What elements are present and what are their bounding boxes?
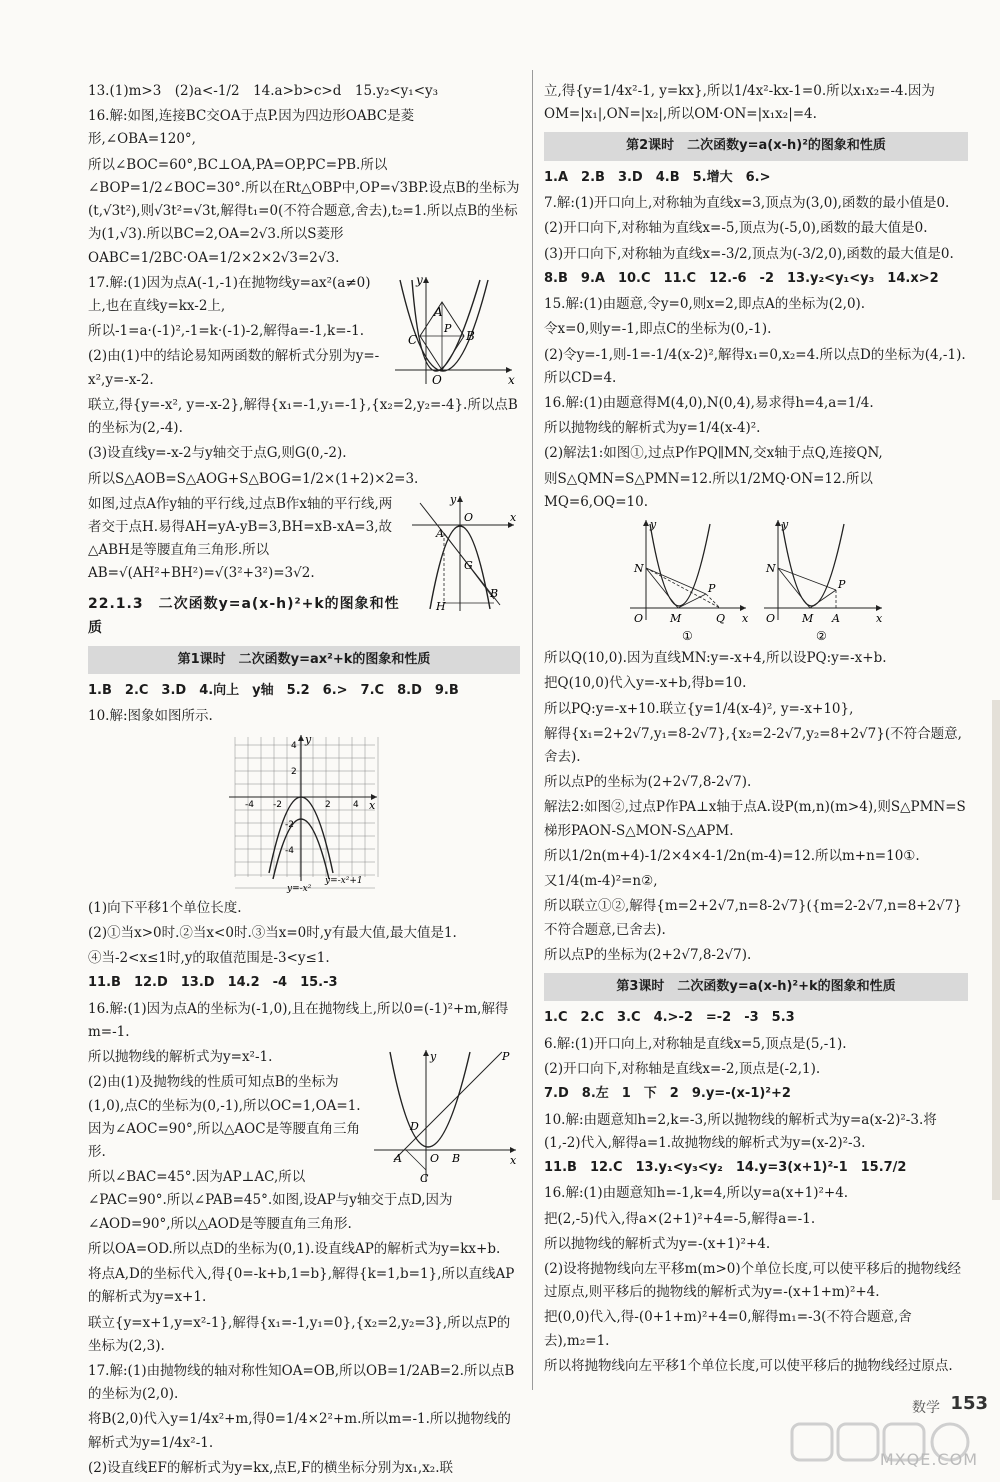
svg-text:O: O: [432, 372, 442, 387]
svg-text:x: x: [510, 1154, 517, 1168]
svg-text:O: O: [464, 510, 474, 524]
figure-parabola-line-triangle: [410, 493, 520, 613]
svg-text:y: y: [430, 1050, 437, 1064]
svg-text:M: M: [802, 612, 814, 626]
text-paragraph: 所以1/2n(m+4)-1/2×4×4-1/2n(m-4)=12.所以m+n=10①.: [544, 847, 920, 864]
text-paragraph: 10.解:图象如图所示.: [88, 708, 213, 725]
text-paragraph: 将点A,D的坐标代入,得{0=-k+b,1=b},解得{k=1,b=1},所以直线AP的解析式为y=x+1.: [88, 1266, 515, 1306]
text-paragraph: (2)由(1)中的结论易知两函数的解析式分别为y=-x²,y=-x-2.: [88, 348, 380, 388]
text-paragraph: 所以S△AOB=S△AOG+S△BOG=1/2×(1+2)×2=3.: [88, 470, 419, 487]
svg-text:A: A: [436, 526, 444, 540]
text-paragraph: 所以抛物线的解析式为y=1/4(x-4)².: [544, 420, 761, 437]
fig3-ylabel: y: [305, 732, 312, 746]
text-paragraph: 16.解:如图,连接BC交OA于点P.因为四边形OABC是菱形,∠OBA=120°,: [88, 108, 415, 148]
fig3-ytick: -2: [285, 819, 294, 830]
page-number: 153: [950, 1393, 988, 1414]
svg-text:x: x: [876, 612, 883, 626]
answer-line: 1.C 2.C 3.C 4.>-2 =-2 -3 5.3: [544, 1010, 795, 1026]
text-paragraph: 6.解:(1)开口向上,对称轴是直线x=5,顶点是(5,-1).: [544, 1035, 847, 1052]
fig3-ytick: 4: [291, 740, 297, 751]
text-paragraph: 7.解:(1)开口向上,对称轴为直线x=3,顶点为(3,0),函数的最小值是0.: [544, 195, 950, 212]
text-paragraph: 16.解:(1)由题意知h=-1,k=4,所以y=a(x+1)²+4.: [544, 1185, 849, 1202]
svg-text:y: y: [782, 518, 789, 532]
svg-text:G: G: [464, 558, 473, 572]
text-paragraph: 17.解:(1)由抛物线的轴对称性知OA=OB,所以OB=1/2AB=2.所以点B的坐标为(2,0).: [88, 1362, 515, 1403]
svg-text:D: D: [410, 1120, 419, 1134]
text-paragraph: 13.(1)m>3 (2)a<-1/2 14.a>b>c>d 15.y₂<y₁<y₃: [88, 83, 439, 99]
text-paragraph: 所以-1=a·(-1)²,-1=k·(-1)-2,解得a=-1,k=-1.: [88, 323, 364, 340]
text-paragraph: 16.解:(1)因为点A的坐标为(-1,0),且在抛物线上,所以0=(-1)²+m,解得m=-1.: [88, 1000, 509, 1040]
svg-text:O: O: [430, 1152, 440, 1166]
text-paragraph: 将B(2,0)代入y=1/4x²+m,得0=1/4×2²+m.所以m=-1.所以抛物线的解析式为y=1/4x²-1.: [88, 1411, 511, 1451]
figure-rhombus-parabola: [390, 272, 520, 392]
text-paragraph: 解得{x₁=2+2√7,y₁=8-2√7},{x₂=2-2√7,y₂=8+2√7}(不符合题意,舍去).: [544, 725, 962, 766]
text-paragraph: 16.解:(1)由题意得M(4,0),N(0,4),易求得h=4,a=1/4.: [544, 395, 874, 412]
text-paragraph: (2)设将抛物线向左平移m(m>0)个单位长度,可以使平移后的抛物线经过原点,则平移后的抛物线的解析式为y=-(x+1+m)²+4.: [544, 1260, 961, 1301]
figure-two-parabola-diagrams: [626, 518, 886, 643]
text-paragraph: (2)由(1)及抛物线的性质可知点B的坐标为(1,0),点C的坐标为(0,-1),所以OC=1,OA=1.因为∠AOC=90°,所以△AOC是等腰直角三角形.: [88, 1074, 361, 1161]
fig3-ytick: -4: [285, 845, 294, 856]
text-paragraph: 所以∠BOC=60°,BC⊥OA,PA=OP,PC=PB.所以∠BOP=1/2∠BOC=30°.所以在Rt△OBP中,OP=√3BP.设点B的坐标为(t,√3t²),则√3t²=√3t,解得t₁=0(不符合题意,舍去),t₂=1.所以点B的坐标为(1,√3).所以BC=2,OA=2√3.所以S菱形OABC=1/2BC·OA=1/2×2×2√3=2√3.: [88, 156, 520, 266]
svg-text:A: A: [832, 612, 840, 626]
fig3-xlabel: x: [369, 798, 376, 812]
page-edge: [992, 700, 1000, 1200]
text-paragraph: (3)设直线y=-x-2与y轴交于点G,则G(0,-2).: [88, 445, 347, 462]
answer-line: 7.D 8.左 1 下 2 9.y=-(x-1)²+2: [544, 1086, 791, 1102]
svg-text:Q: Q: [716, 612, 726, 626]
svg-text:x: x: [510, 510, 517, 524]
answer-line: 8.B 9.A 10.C 11.C 12.-6 -2 13.y₂<y₁<y₃ 14.x>2: [544, 270, 939, 286]
text-paragraph: 所以点P的坐标为(2+2√7,8-2√7).: [544, 774, 752, 791]
footer-subject: 数学: [912, 1400, 940, 1416]
text-paragraph: 把Q(10,0)代入y=-x+b,得b=10.: [544, 675, 747, 692]
text-paragraph: 令x=0,则y=-1,即点C的坐标为(0,-1).: [544, 321, 772, 338]
text-paragraph: 解法2:如图②,过点P作PA⊥x轴于点A.设P(m,n)(m>4),则S△PMN=S梯形PAON-S△MON-S△APM.: [544, 799, 966, 839]
column-divider: [532, 70, 533, 1390]
lesson-heading: 第2课时 二次函数y=a(x-h)²的图象和性质: [544, 132, 968, 160]
text-paragraph: (2)解法1:如图①,过点P作PQ∥MN,交x轴于点Q,连接QN,: [544, 445, 883, 462]
fig5-caption: ②: [816, 629, 827, 644]
svg-text:P: P: [838, 578, 846, 592]
svg-text:M: M: [670, 612, 682, 626]
svg-text:C: C: [408, 332, 418, 347]
svg-text:B: B: [490, 586, 499, 600]
figure-parabola-line-ap: [370, 1046, 520, 1186]
answer-line: 11.B 12.D 13.D 14.2 -4 15.-3: [88, 975, 338, 991]
svg-text:A: A: [434, 304, 443, 319]
text-paragraph: 把(0,0)代入,得-(0+1+m)²+4=0,解得m₁=-3(不符合题意,舍去),m₂=1.: [544, 1309, 912, 1349]
figure-grid-parabolas: [229, 733, 379, 893]
svg-text:H: H: [436, 599, 446, 613]
text-paragraph: 又1/4(m-4)²=n②,: [544, 873, 658, 890]
watermark-text: MXQE.COM: [879, 1450, 978, 1469]
text-paragraph: (2)①当x>0时.②当x<0时.③当x=0时,y有最大值,最大值是1.: [88, 924, 457, 941]
lesson-heading: 第3课时 二次函数y=a(x-h)²+k的图象和性质: [544, 973, 968, 1001]
text-paragraph: 所以点P的坐标为(2+2√7,8-2√7).: [544, 946, 752, 963]
answer-line: 11.B 12.C 13.y₁<y₃<y₂ 14.y=3(x+1)²-1 15.7/2: [544, 1159, 907, 1175]
svg-text:C: C: [420, 1172, 429, 1186]
answer-line: 1.A 2.B 3.D 4.B 5.增大 6.>: [544, 169, 771, 185]
svg-text:P: P: [444, 321, 452, 335]
text-paragraph: 立,得{y=1/4x²-1, y=kx},所以1/4x²-kx-1=0.所以x₁x₂=-4.因为OM=|x₁|,ON=|x₂|,所以OM·ON=|x₁x₂|=4.: [544, 83, 935, 123]
text-paragraph: (1)向下平移1个单位长度.: [88, 899, 242, 916]
svg-text:N: N: [634, 562, 644, 576]
lesson-heading: 第1课时 二次函数y=ax²+k的图象和性质: [88, 646, 520, 674]
svg-text:O: O: [634, 612, 644, 626]
text-paragraph: 所以PQ:y=-x+10.联立{y=1/4(x-4)², y=-x+10},: [544, 700, 854, 717]
text-paragraph: 联立,得{y=-x², y=-x-2},解得{x₁=-1,y₁=-1},{x₂=2,y₂=-4}.所以点B的坐标为(2,-4).: [88, 396, 518, 437]
text-paragraph: 15.解:(1)由题意,令y=0,则x=2,即点A的坐标为(2,0).: [544, 296, 866, 313]
text-paragraph: 所以联立①②,解得{m=2+2√7,n=8-2√7}({m=2-2√7,n=8+2√7}不符合题意,已舍去).: [544, 898, 962, 938]
section-heading: 22.1.3 二次函数y=a(x-h)²+k的图象和性质: [88, 595, 400, 636]
text-paragraph: 所以将抛物线向左平移1个单位长度,可以使平移后的抛物线经过原点.: [544, 1357, 953, 1374]
svg-text:P: P: [502, 1050, 510, 1064]
text-paragraph: 把(2,-5)代入,得a×(2+1)²+4=-5,解得a=-1.: [544, 1210, 816, 1227]
text-paragraph: 所以∠BAC=45°.因为AP⊥AC,所以∠PAC=90°.所以∠PAB=45°.如图,设AP与y轴交于点D,因为∠AOD=90°,所以△AOD是等腰直角三角形.: [88, 1169, 453, 1232]
text-paragraph: 所以Q(10,0).因为直线MN:y=-x+4,所以设PQ:y=-x+b.: [544, 650, 887, 667]
svg-text:A: A: [394, 1152, 402, 1166]
text-paragraph: 17.解:(1)因为点A(-1,-1)在抛物线y=ax²(a≠0)上,也在直线y=kx-2上,: [88, 274, 371, 314]
fig3-xtick: -2: [273, 799, 282, 810]
fig3-ytick: 2: [291, 766, 297, 777]
svg-text:P: P: [708, 582, 716, 596]
text-paragraph: ④当-2<x≤1时,y的取值范围是-3<y≤1.: [88, 950, 330, 967]
left-column: [88, 80, 520, 1482]
text-paragraph: 所以抛物线的解析式为y=-(x+1)²+4.: [544, 1235, 771, 1252]
svg-text:N: N: [766, 562, 776, 576]
text-paragraph: 10.解:由题意知h=2,k=-3,所以抛物线的解析式为y=a(x-2)²-3.将(1,-2)代入,解得a=1.故抛物线的解析式为y=(x-2)²-3.: [544, 1111, 937, 1151]
text-paragraph: 则S△QMN=S△PMN=12.所以1/2MQ·ON=12.所以MQ=6,OQ=10.: [544, 470, 873, 510]
svg-text:B: B: [452, 1152, 461, 1166]
svg-text:y: y: [416, 272, 423, 287]
text-paragraph: (2)令y=-1,则-1=-1/4(x-2)²,解得x₁=0,x₂=4.所以点D的坐标为(4,-1).所以CD=4.: [544, 346, 966, 386]
text-paragraph: 所以OA=OD.所以点D的坐标为(0,1).设直线AP的解析式为y=kx+b.: [88, 1240, 501, 1257]
answer-line: 1.B 2.C 3.D 4.向上 y轴 5.2 6.> 7.C 8.D 9.B: [88, 683, 459, 699]
text-paragraph: (3)开口向下,对称轴为直线x=-3/2,顶点为(-3/2,0),函数的最大值是0.: [544, 245, 954, 262]
svg-text:x: x: [508, 372, 515, 387]
fig3-xtick: -4: [245, 799, 254, 810]
svg-text:x: x: [742, 612, 749, 626]
text-paragraph: (2)设直线EF的解析式为y=kx,点E,F的横坐标分别为x₁,x₂.联: [88, 1459, 454, 1476]
fig3-xtick: 4: [353, 799, 359, 810]
text-paragraph: 所以抛物线的解析式为y=x²-1.: [88, 1049, 273, 1066]
text-paragraph: (2)开口向下,对称轴是直线x=-2,顶点是(-2,1).: [544, 1060, 821, 1077]
svg-text:y: y: [650, 518, 657, 532]
fig3-curve-label: y=-x²+1: [325, 875, 363, 886]
fig3-xtick: 2: [325, 799, 331, 810]
fig3-curve-label: y=-x²: [287, 883, 312, 893]
svg-text:y: y: [450, 492, 457, 506]
fig5-caption: ①: [682, 629, 693, 644]
svg-text:B: B: [466, 328, 475, 343]
svg-text:O: O: [766, 612, 776, 626]
text-paragraph: 如图,过点A作y轴的平行线,过点B作x轴的平行线,两者交于点H.易得AH=yA-yB=3,BH=xB-xA=3,故△ABH是等腰直角三角形.所以AB=√(AH²+BH²)=√(3²+3²)=3√2.: [88, 495, 393, 582]
right-column: [544, 80, 968, 1380]
text-paragraph: 联立{y=x+1,y=x²-1},解得{x₁=-1,y₁=0},{x₂=2,y₂=3},所以点P的坐标为(2,3).: [88, 1314, 511, 1354]
text-paragraph: (2)开口向下,对称轴为直线x=-5,顶点为(-5,0),函数的最大值是0.: [544, 220, 928, 237]
